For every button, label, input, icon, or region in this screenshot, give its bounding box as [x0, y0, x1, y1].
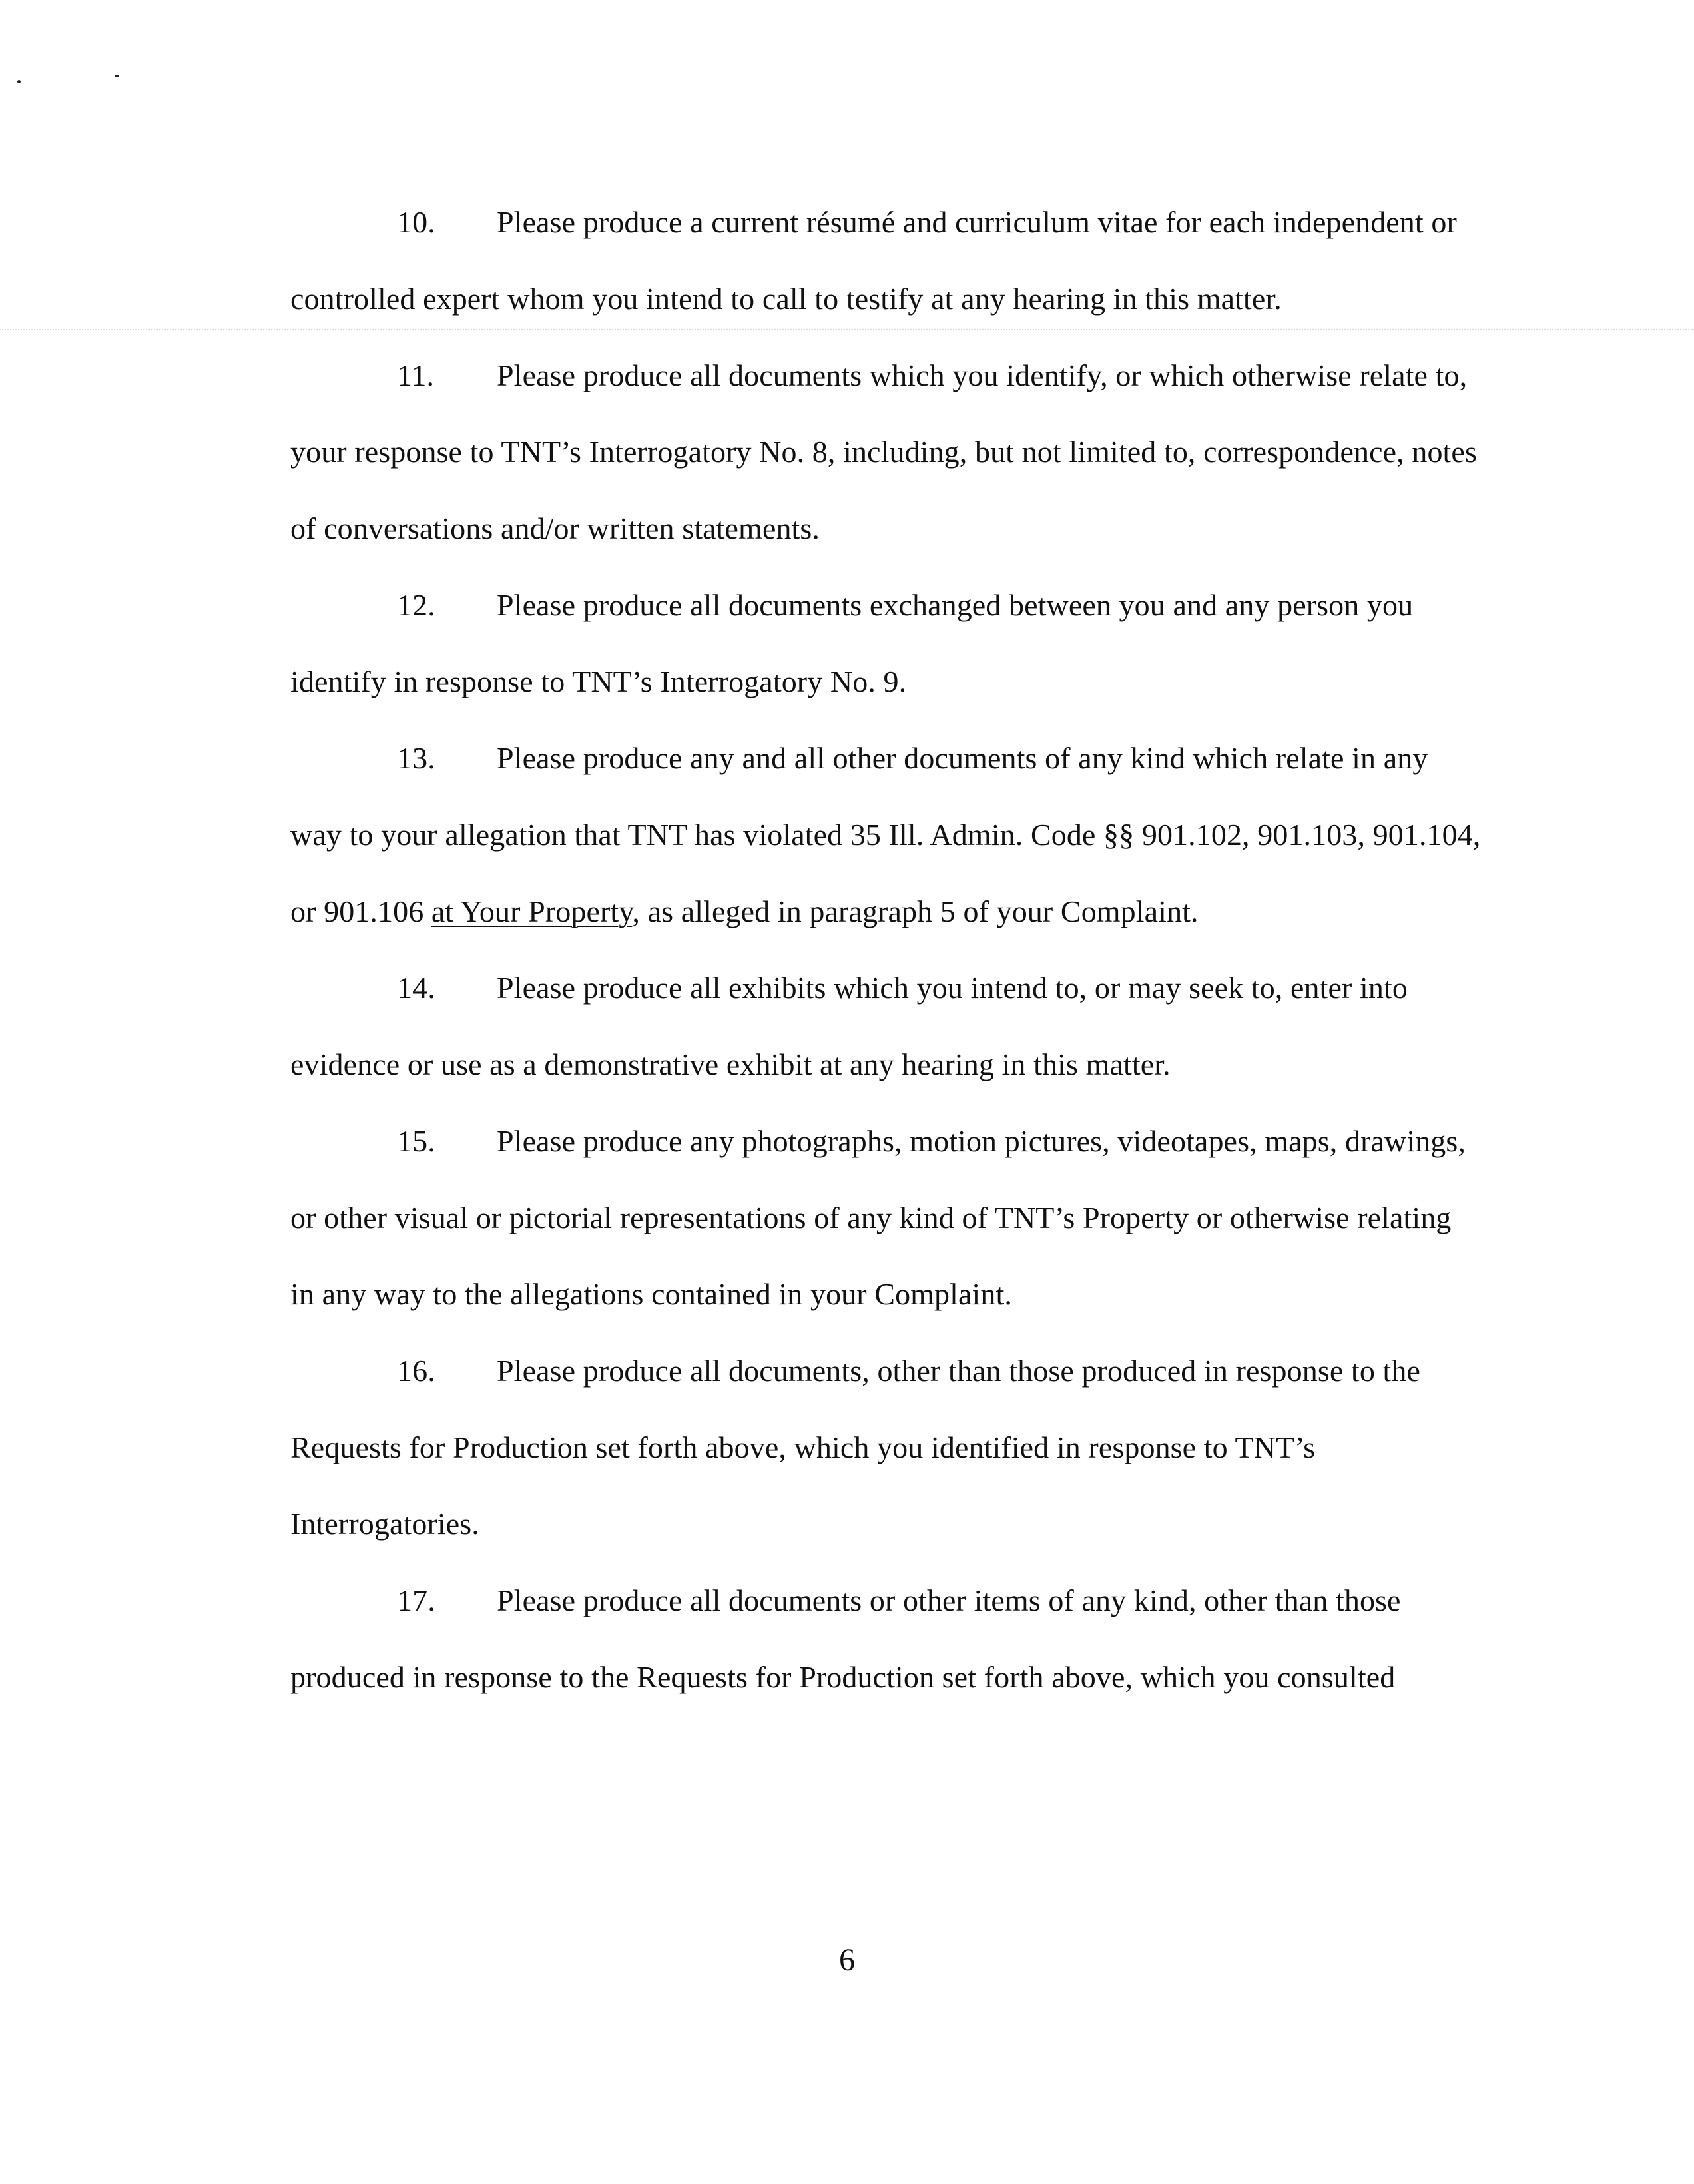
request-paragraph-15 [290, 1103, 1482, 1332]
page-number: 6 [839, 1942, 855, 1978]
request-number: 16. [397, 1354, 435, 1388]
request-text: Please produce any and all other documents of any kind which relate in any way to your allegation that TNT has violated 35 Ill. Admin. Code §§ 901.102, 901.103, 901.104, or 901.106 [290, 741, 1481, 928]
request-paragraph-10 [290, 184, 1482, 337]
request-text: Please produce a current résumé and curriculum vitae for each independent or controlled expert whom you intend to call to testify at any hearing in this matter. [290, 205, 1457, 316]
request-number: 15. [397, 1124, 435, 1158]
request-paragraph-17 [290, 1562, 1482, 1715]
request-paragraph-16 [290, 1332, 1482, 1562]
request-text-continued: , as alleged in paragraph 5 of your Complaint. [632, 894, 1199, 928]
request-paragraph-13 [290, 720, 1482, 950]
scan-speck [115, 75, 119, 77]
request-number: 11. [397, 358, 435, 392]
underlined-phrase: at Your Property [431, 894, 633, 928]
request-paragraph-14 [290, 950, 1482, 1103]
scan-speck [17, 80, 21, 83]
request-number: 17. [397, 1583, 435, 1617]
request-text: Please produce all exhibits which you intend to, or may seek to, enter into evidence or use as a demonstrative exhibit at any hearing in this matter. [290, 971, 1408, 1081]
request-number: 10. [397, 205, 435, 239]
request-paragraph-11 [290, 337, 1482, 567]
request-paragraph-12 [290, 567, 1482, 720]
request-number: 13. [397, 741, 435, 775]
request-text: Please produce all documents, other than those produced in response to the Requests for Production set forth above, which you identified in response to TNT’s Interrogatories. [290, 1354, 1421, 1541]
request-number: 12. [397, 588, 435, 622]
request-number: 14. [397, 971, 435, 1005]
request-text: Please produce all documents or other items of any kind, other than those produced in response to the Requests for Production set forth above, which you consulted [290, 1583, 1401, 1694]
request-text: Please produce all documents exchanged between you and any person you identify in response to TNT’s Interrogatory No. 9. [290, 588, 1414, 698]
document-body [290, 184, 1482, 1715]
request-text: Please produce any photographs, motion pictures, videotapes, maps, drawings, or other visual or pictorial representations of any kind of TNT’s Property or otherwise relating in any way to the allegations contained in your Complaint. [290, 1124, 1466, 1311]
request-text: Please produce all documents which you identify, or which otherwise relate to, your response to TNT’s Interrogatory No. 8, including, but not limited to, correspondence, notes of conversations and/or written statements. [290, 358, 1477, 545]
